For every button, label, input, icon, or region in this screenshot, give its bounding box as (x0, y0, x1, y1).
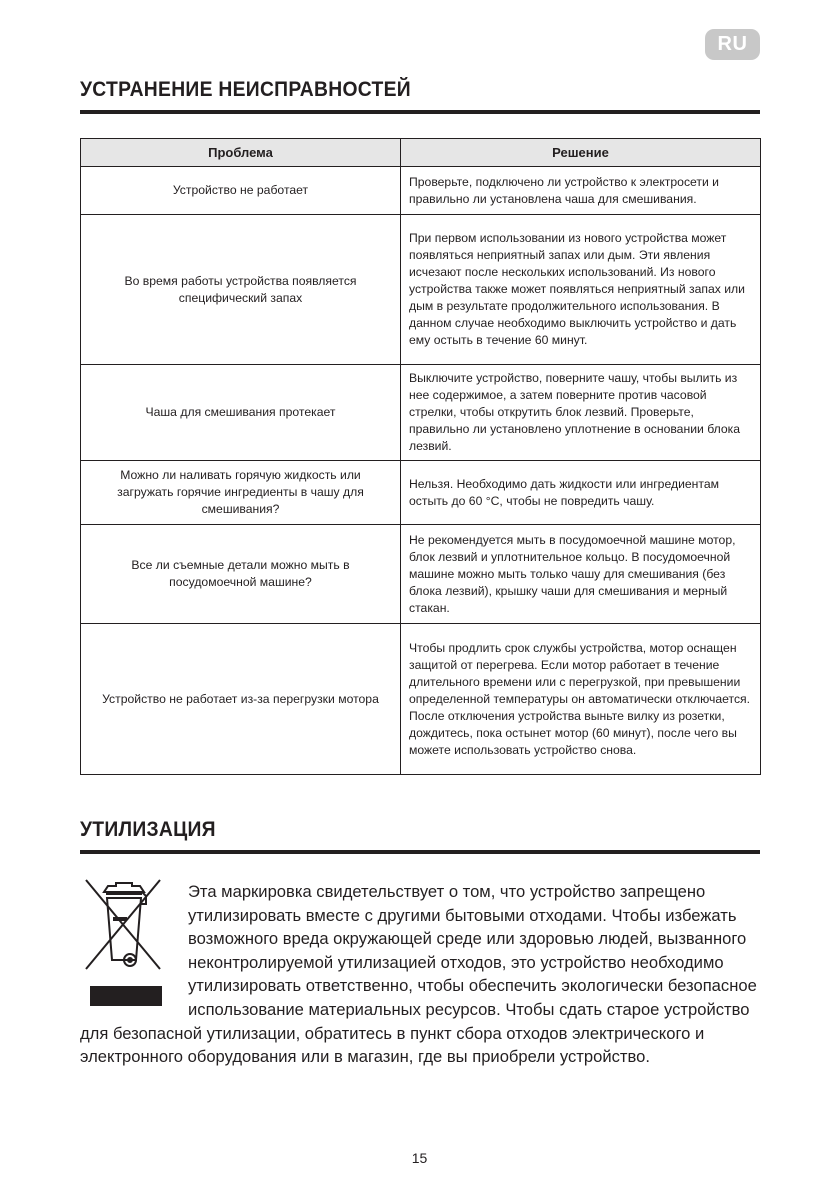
problem-cell: Во время работы устройства появляется специфический запах (81, 215, 401, 365)
language-badge: RU (705, 29, 760, 60)
disposal-title: УТИЛИЗАЦИЯ (80, 818, 216, 841)
disposal-text: Эта маркировка свидетельствует о том, что устройство запрещено утилизировать вместе с другими бытовыми отходами. Чтобы избежать возможного вреда окружающей среде или здоровью людей, вызванного неконтролируемой утилизацией отходов, это устройство необходимо утилизировать ответственно, чтобы обеспечить экологически безопасное использование материальных ресурсов. Чтобы сдать старое устройство для безопасной утилизации, обратитесь в пункт сбора отходов электрического и электронного оборудования или в магазин, где вы приобрели устройство. (80, 882, 757, 1067)
table-row (81, 167, 761, 215)
table-row (81, 461, 761, 525)
table-row (81, 215, 761, 365)
problem-cell: Устройство не работает (81, 167, 401, 215)
table-row (81, 365, 761, 461)
solution-cell: Проверьте, подключено ли устройство к электросети и правильно ли установлена чаша для смешивания. (401, 167, 761, 215)
solution-cell: Выключите устройство, поверните чашу, чтобы вылить из нее содержимое, а затем поверните против часовой стрелки, чтобы открутить блок лезвий. Проверьте, правильно ли установлено уплотнение в основании блока лезвий. (401, 365, 761, 461)
section-divider (80, 110, 760, 114)
solution-cell: Нельзя. Необходимо дать жидкости или ингредиентам остыть до 60 °C, чтобы не повредить чашу. (401, 461, 761, 525)
disposal-paragraph (80, 880, 762, 1069)
problem-cell: Чаша для смешивания протекает (81, 365, 401, 461)
troubleshooting-table (80, 138, 761, 775)
column-header-solution: Решение (401, 139, 761, 167)
icon-spacer (80, 880, 188, 1020)
problem-cell: Все ли съемные детали можно мыть в посудомоечной машине? (81, 525, 401, 624)
solution-cell: Чтобы продлить срок службы устройства, мотор оснащен защитой от перегрева. Если мотор работает в течение длительного времени или с перегрузкой, при превышении определенной температуры он автоматически отключается. После отключения устройства выньте вилку из розетки, дождитесь, пока остынет мотор (60 минут), после чего вы можете использовать устройство снова. (401, 624, 761, 775)
table-row (81, 624, 761, 775)
column-header-problem: Проблема (81, 139, 401, 167)
solution-cell: Не рекомендуется мыть в посудомоечной машине мотор, блок лезвий и уплотнительное кольцо. В посудомоечной машине можно мыть только чашу для смешивания (без блока лезвий), крышку чаши для смешивания и мерный стакан. (401, 525, 761, 624)
table-row (81, 525, 761, 624)
problem-cell: Можно ли наливать горячую жидкость или загружать горячие ингредиенты в чашу для смешивания? (81, 461, 401, 525)
page-number: 15 (411, 1150, 428, 1166)
troubleshooting-title: УСТРАНЕНИЕ НЕИСПРАВНОСТЕЙ (80, 78, 411, 101)
problem-cell: Устройство не работает из-за перегрузки мотора (81, 624, 401, 775)
solution-cell: При первом использовании из нового устройства может появляться неприятный запах или дым. Эти явления исчезают после нескольких использований. Из нового устройства также может появляться неприятный запах или дым в результате продолжительного использования. В данном случае необходимо выключить устройство и дать ему остыть в течение 60 минут. (401, 215, 761, 365)
section-divider (80, 850, 760, 854)
table-header-row (81, 139, 761, 167)
